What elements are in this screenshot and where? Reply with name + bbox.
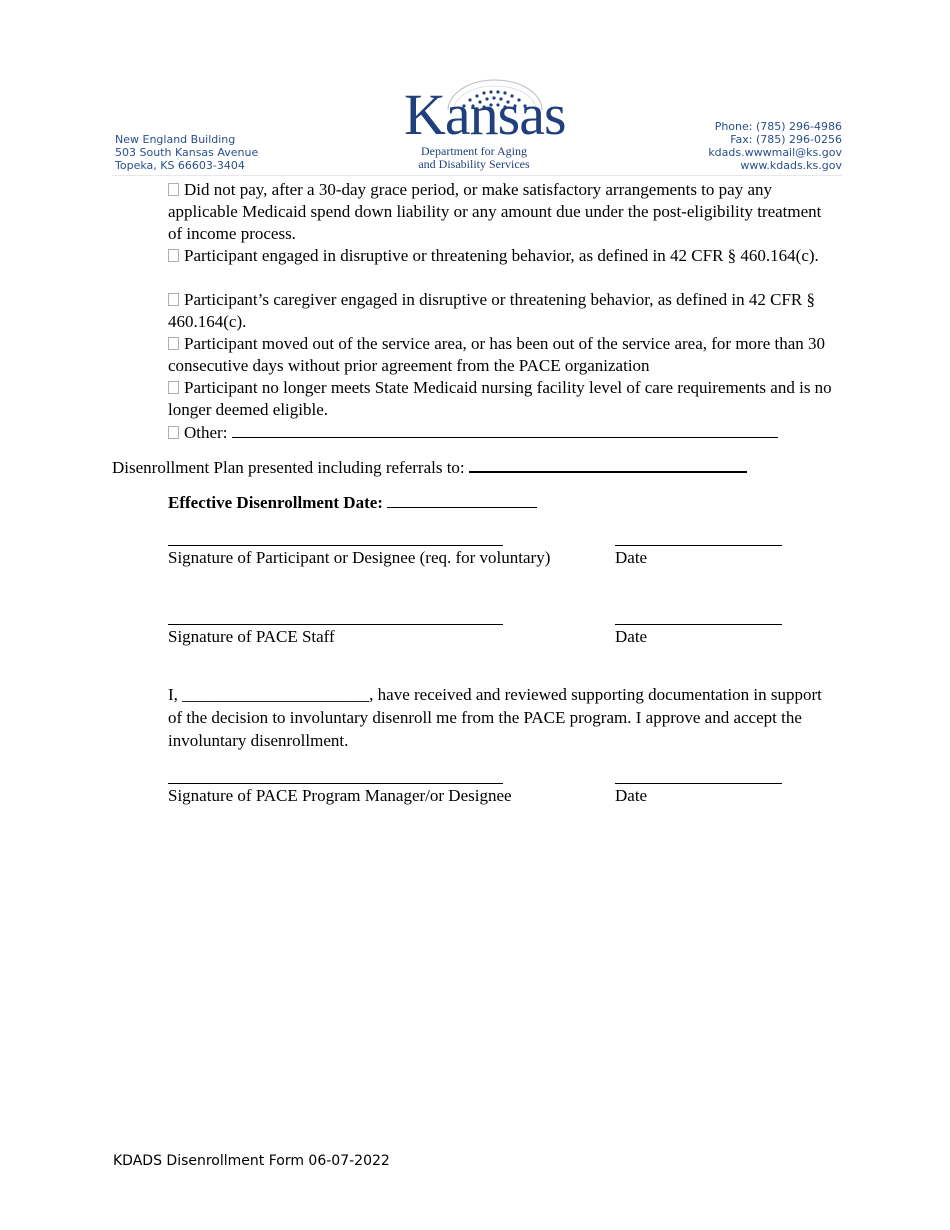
manager-signature-label: Signature of PACE Program Manager/or Designee [168, 786, 512, 805]
plan-referrals-field[interactable] [469, 455, 747, 473]
reason-item [168, 179, 833, 245]
reason-text: Participant’s caregiver engaged in disruptive or threatening behavior, as defined in 42 CFR § 460.164(c). [168, 290, 815, 331]
manager-date-label: Date [615, 786, 648, 805]
disenrollment-plan [112, 455, 747, 479]
manager-date-line[interactable] [615, 783, 782, 784]
logo-subtitle-line: and Disability Services [418, 157, 530, 171]
reason-checkbox[interactable] [168, 249, 179, 262]
participant-date-label: Date [615, 548, 648, 567]
reason-text: Did not pay, after a 30-day grace period, or make satisfactory arrangements to pay any applicable Medicaid spend down liability or any amount due under the post-eligibility treatment of income process. [168, 180, 822, 243]
participant-signature-line[interactable] [168, 545, 503, 546]
participant-date-line[interactable] [615, 545, 782, 546]
reason-checkbox[interactable] [168, 381, 179, 394]
staff-signature-label: Signature of PACE Staff [168, 627, 335, 646]
address-line: New England Building [115, 133, 236, 146]
effective-date [168, 491, 537, 514]
staff-date-label: Date [615, 627, 648, 646]
reason-item [168, 245, 833, 267]
logo-subtitle [404, 145, 544, 171]
other-label: Other: [184, 423, 228, 442]
staff-signature-line[interactable] [168, 624, 503, 625]
acknowledgement-statement [168, 683, 833, 752]
address-line: Topeka, KS 66603-3404 [115, 159, 245, 172]
effective-date-label: Effective Disenrollment Date: [168, 493, 383, 512]
participant-signature-label: Signature of Participant or Designee (req. for voluntary) [168, 548, 551, 567]
reason-other [168, 421, 833, 444]
contact-phone: Phone: (785) 296-4986 [714, 120, 842, 133]
staff-date-line[interactable] [615, 624, 782, 625]
reason-item [168, 289, 833, 333]
reason-checkbox[interactable] [168, 337, 179, 350]
other-field[interactable] [232, 421, 778, 438]
reason-item [168, 333, 833, 377]
contact-email: kdads.wwwmail@ks.gov [708, 146, 842, 159]
statement-prefix: I, [168, 685, 183, 704]
agency-address [115, 133, 258, 172]
statement-name-blank[interactable]: ______________________ [182, 685, 370, 704]
reason-text: Participant moved out of the service area, or has been out of the service area, for more than 30 consecutive days without prior agreement from the PACE organization [168, 334, 826, 375]
plan-label: Disenrollment Plan presented including referrals to: [112, 458, 465, 477]
form-footer: KDADS Disenrollment Form 06-07-2022 [113, 1153, 390, 1169]
logo-subtitle-line: Department for Aging [421, 144, 527, 158]
manager-signature-line[interactable] [168, 783, 503, 784]
reason-text: Participant engaged in disruptive or threatening behavior, as defined in 42 CFR § 460.164(c). [184, 246, 819, 265]
reason-checkbox[interactable] [168, 183, 179, 196]
address-line: 503 South Kansas Avenue [115, 146, 259, 159]
effective-date-field[interactable] [387, 491, 537, 508]
reason-checkbox[interactable] [168, 426, 179, 439]
contact-website: www.kdads.ks.gov [740, 159, 842, 172]
contact-fax: Fax: (785) 296-0256 [730, 133, 842, 146]
header-divider [112, 175, 842, 176]
reason-checkbox[interactable] [168, 293, 179, 306]
agency-contact [708, 120, 842, 172]
statement-body: , have received and reviewed supporting documentation in support of the decision to involuntary disenroll me from the PACE program. I approve and accept the involuntary disenrollment. [168, 685, 822, 750]
reason-text: Participant no longer meets State Medicaid nursing facility level of care requirements and is no longer deemed eligible. [168, 378, 832, 419]
reason-item [168, 377, 833, 421]
kansas-wordmark: Kansas [404, 82, 566, 147]
